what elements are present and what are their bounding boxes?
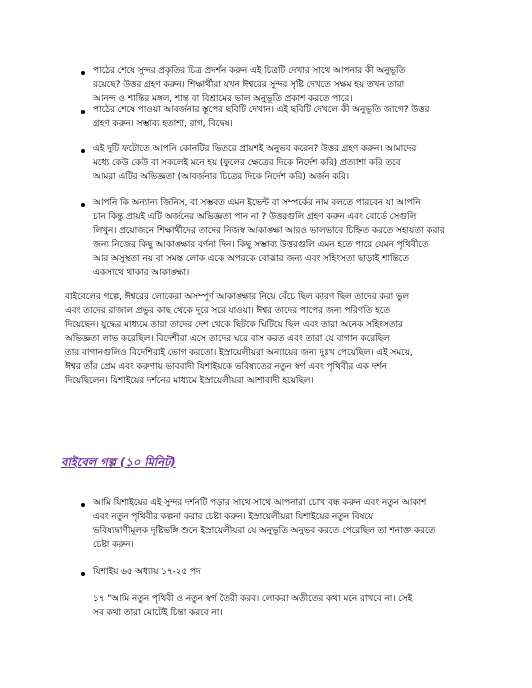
bullet-marker <box>81 110 85 114</box>
bullet-marker <box>81 203 85 207</box>
paragraph-line: অভিজ্ঞতা লাভ করেছিল। বিদেশীরা এসে তাদের ঘরে বাস করত এবং তারা যে বাগান করেছিল <box>65 334 390 344</box>
bullet-marker <box>81 572 85 576</box>
section-heading: বাইবেল গল্প (১০ মিনিট) <box>61 455 176 469</box>
text-line: আমি যিশাইয়ের এই সুন্দর দর্শনটি পড়ার সাথে সাথে আপনারা চোখ বন্ধ করুন এবং নতুন আকাশ <box>93 498 427 508</box>
text-line: এবং নতুন পৃথিবীর কল্পনা করার চেষ্টা করুন। ইস্রায়েলীয়রা যিশাইয়ের নতুন বিষয়ে <box>93 512 374 522</box>
text-line: গ্রহণ করুন। সম্ভাব্য হতাশা, রাগ, বিদ্বেষ। <box>93 119 233 129</box>
text-line: যিশাইয় ৬৫ অধ্যায় ১৭-২৫ পদ <box>93 567 201 577</box>
paragraph-line: ঈশ্বর তাঁর প্রেম এবং করুণায় ভাববাদী যিশাইয়কে ভবিষ্যতের নতুন স্বর্গ এবং পৃথিবীর এক দর্শন <box>65 362 387 372</box>
paragraph-line: এবং তাদের রাজাল প্রভুর কাছ থেকে দূরে সরে যাওয়া। ঈশ্বর তাদের পাপের জন্য পরিণতি হতে <box>65 306 391 316</box>
paragraph-line: তার বাগানগুলিও বিদেশিরাই ভোগ করতো। ইস্রায়েলীয়রা অন্যায়ের জন্য দুঃখ পেয়েছিল। এই সময়ে, <box>65 348 413 358</box>
verse-line: সব কথা তারা মোটেই চিন্তা করবে না। <box>93 608 223 618</box>
text-line: আপনি কি অন্যান্য জিনিস, বা সম্ভবত এমন ইভেন্ট বা সম্পর্কের নাম বলতে পারবেন যা আপনি <box>93 198 421 208</box>
paragraph-line: বাইবেলের গল্পে, ঈশ্বরের লোকেরা অসম্পূর্ণ আকাঙ্ক্ষার নিয়ে বেঁচে ছিল কারণ ছিল তাদের করা ভুল <box>65 292 410 302</box>
text-line: চেষ্টা করুন। <box>93 540 134 550</box>
bullet-marker <box>81 149 85 153</box>
bullet-marker <box>81 71 85 75</box>
verse-line: ১৭ "আমি নতুন পৃথিবী ও নতুন স্বর্গ তৈরী করব। লোকরা অতীতের কথা মনে রাখবে না। সেই <box>93 594 413 604</box>
text-line: মধ্যে কেউ কেউ বা সকলেই মনে হয় (ফুলের ক্ষেত্রের দিকে নির্দেশ করি) প্রত্যাশা করি তবে <box>93 158 401 168</box>
text-line: এই দুটি ফটোতে আপনি কোনটির ভিতরে প্রায়শই অনুভব করেন? উত্তর গ্রহণ করুন। আমাদের <box>93 144 417 154</box>
text-line: রয়েছে? উত্তর গ্রহণ করুন। শিক্ষার্থীরা যখন ঈশ্বরের সুন্দর সৃষ্টি দেখতে সক্ষম হয় তখন তারা <box>93 80 405 90</box>
paragraph-line: দিয়েছিলেন। যিশাইয়ের দর্শনের মাধ্যমে ইস্রায়েলীয়রা আশাবাদী হয়েছিল। <box>65 376 314 386</box>
text-line: জন্য নিজের কিছু আকাঙ্ক্ষার বর্ণনা দিন। কিছু সম্ভাব্য উত্তরগুলি এমন হতে পারে যেমন পৃথিবীতে <box>93 240 429 250</box>
text-line: আমরা এটির অভিজ্ঞতা (আবর্জনার চিত্রের দিকে নির্দেশ করি) অর্জন করি। <box>93 172 349 182</box>
text-line: ভবিষ্যদ্বাণীমূলক দৃষ্টিভঙ্গি শুনে ইস্রায়েলীয়রা যে অনুভূতি অনুভব করতে পেরেছিল তা শনাক্ত করতে <box>93 526 436 536</box>
paragraph-line: দিয়েছেন। যুদ্ধের মাধ্যমে তারা তাদের দেশ থেকে ছিটকে ঘিটিয়ে ছিল এবং তারা অনেক সহিংসতার <box>65 320 403 330</box>
text-line: একসাথে থাকার আকাঙ্ক্ষা। <box>93 268 190 278</box>
text-line: আর অসুস্থতা নয় বা সমস্ত লোক একে অপরকে বোঝার জন্য এবং সহিংসতা ছাড়াই শান্তিতে <box>93 254 409 264</box>
text-line: আনন্দ ও শান্তির মঙ্গল, শান্ত বা বিশ্রামের ভাল অনুভূতি প্রকাশ করতে পারে। <box>93 94 353 104</box>
text-line: পাঠের শেষে পাওয়া আবর্জনার স্তূপের ছবিটি দেখান। এই ছবিটি দেখলে কী অনুভূতি জাগে? উত্তর <box>93 105 430 115</box>
text-line: পাঠের শেষে সুন্দর প্রকৃতির চিত্র প্রদর্শন করুন এই চিত্রটি দেখার সাথে আপনার কী অনুভূতি <box>93 66 406 76</box>
text-line: চান কিন্তু প্রায়ই এটি অর্জনের অভিজ্ঞতা পান না ? উত্তরগুলি গ্রহণ করুন এবং বোর্ডে সেগুলি <box>93 212 417 222</box>
text-line: লিখুন। প্রয়োজনে শিক্ষার্থীদের তাদের নিজস্ব আকাঙ্ক্ষা আরও ভালভাবে চিহ্নিত করতে সহায়তা করার <box>93 226 445 236</box>
bullet-marker <box>81 503 85 507</box>
